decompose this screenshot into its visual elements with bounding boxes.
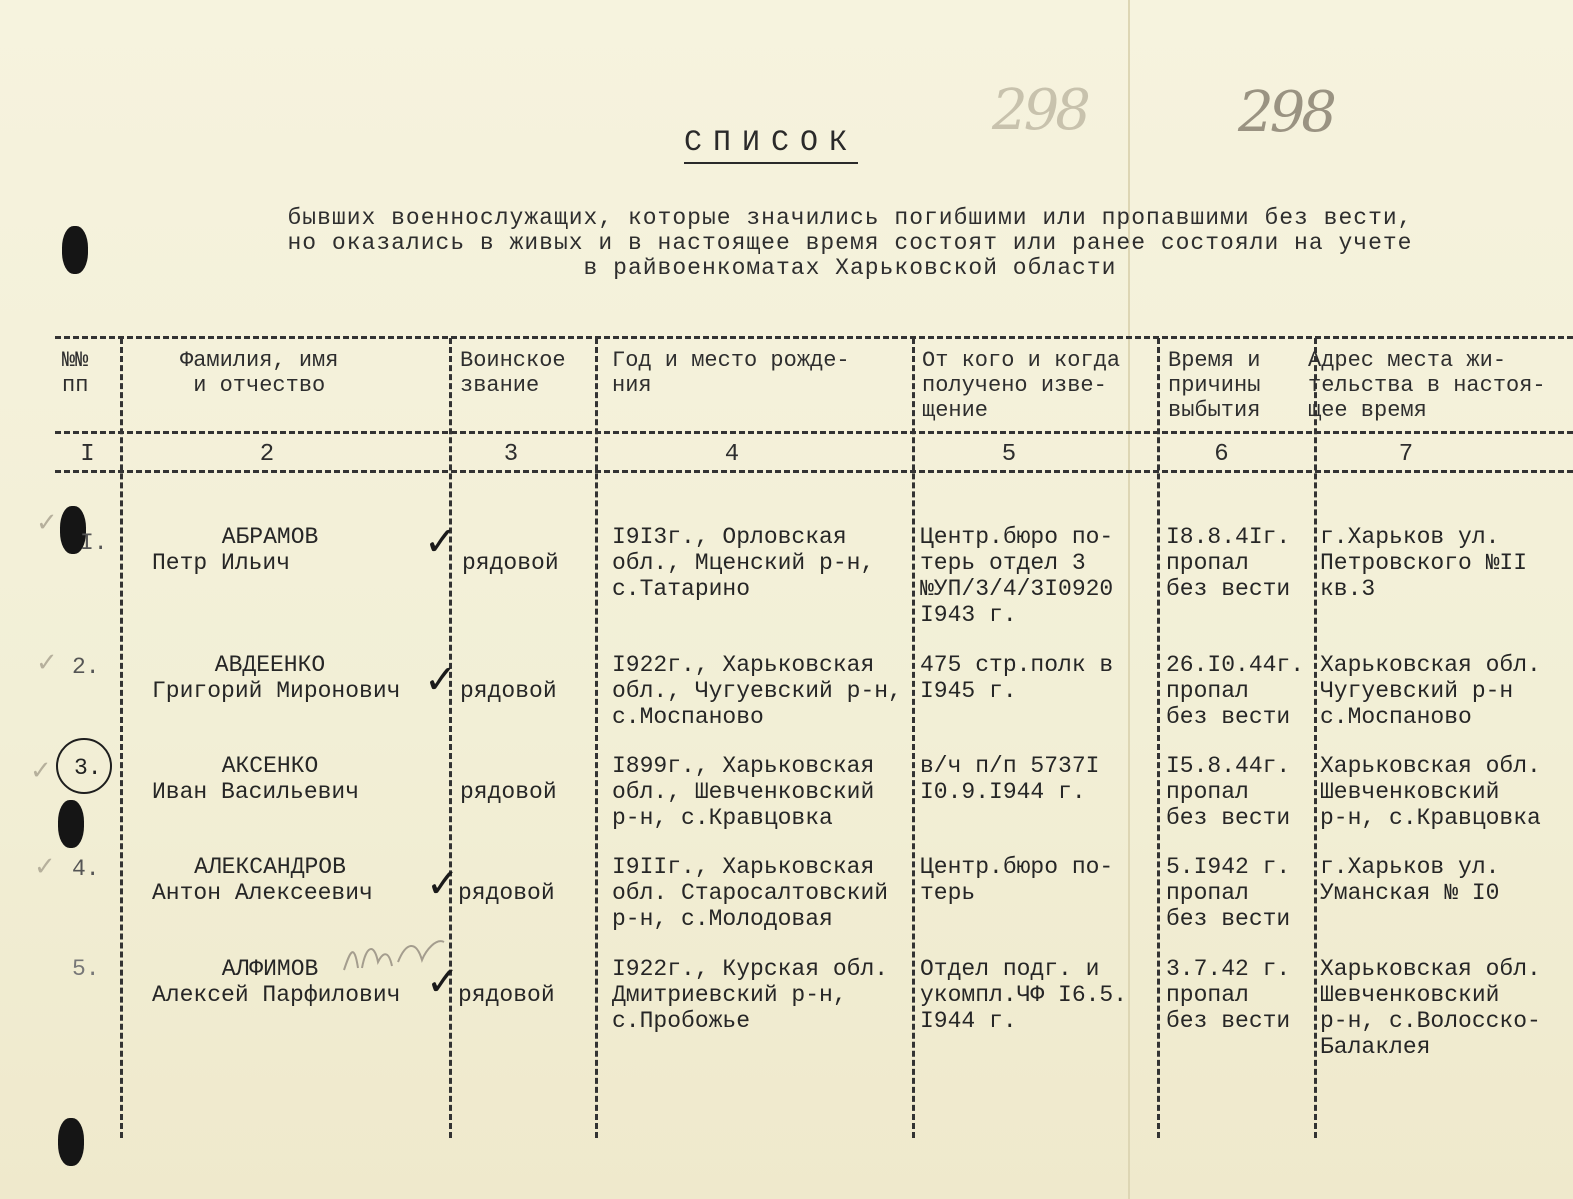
row-address: Харьковская обл. Чугуевский р-н с.Моспаново	[1320, 652, 1541, 730]
row-given-names: Антон Алексеевич	[152, 880, 373, 906]
header-name: Фамилия, имя и отчество	[180, 348, 339, 398]
row-given-names: Алексей Парфилович	[152, 982, 401, 1008]
header-birth: Год и место рожде- ния	[612, 348, 850, 398]
row-number: 4.	[72, 856, 100, 882]
row-number: 3.	[74, 755, 102, 781]
row-address: г.Харьков ул. Петровского №II кв.3	[1320, 524, 1528, 602]
column-number: I	[80, 441, 95, 468]
row-notice: Центр.бюро по- терь отдел 3 №УП/3/4/3I0920 I943 г.	[920, 524, 1114, 628]
subtitle-line: но оказались в живых и в настоящее время состоят или ранее состояли на учете	[287, 230, 1413, 256]
header-reason: Время и причины выбытия	[1168, 348, 1261, 423]
punch-hole	[58, 800, 84, 848]
document-title: СПИСОК	[684, 126, 858, 164]
row-surname: АБРАМОВ	[221, 524, 319, 550]
check-mark-icon: ✓	[424, 519, 458, 565]
row-birth: I922г., Харьковская обл., Чугуевский р-н, с.Моспаново	[612, 652, 902, 730]
row-surname: АКСЕНКО	[221, 753, 319, 779]
subtitle-line: бывших военнослужащих, которые значились погибшими или пропавшими без вести,	[287, 205, 1413, 231]
row-rank: рядовой	[460, 779, 557, 805]
row-birth: I922г., Курская обл. Дмитриевский р-н, с.Пробожье	[612, 956, 889, 1034]
archive-number: 298	[1238, 80, 1333, 145]
archive-number-faint: 298	[992, 78, 1087, 143]
row-rank: рядовой	[460, 678, 557, 704]
check-mark-icon: ✓	[426, 959, 460, 1005]
column-number: 2	[259, 441, 275, 468]
row-reason: 3.7.42 г. пропал без вести	[1166, 956, 1291, 1034]
column-number-rule	[55, 470, 1573, 473]
row-address: г.Харьков ул. Уманская № I0	[1320, 854, 1500, 906]
row-birth: I9IIг., Харьковская обл. Старосалтовский р-н, с.Молодовая	[612, 854, 889, 932]
check-mark-icon: ✓	[426, 861, 460, 907]
header-number: №№ пп	[62, 348, 89, 398]
row-birth: I899г., Харьковская обл., Шевченковский р-н, с.Кравцовка	[612, 753, 875, 831]
row-surname: АЛЕКСАНДРОВ	[194, 854, 346, 880]
margin-tick-icon: ✓	[34, 852, 56, 882]
row-notice: Отдел подг. и укомпл.ЧФ I6.5. I944 г.	[920, 956, 1128, 1034]
subtitle-line: в райвоенкоматах Харьковской области	[583, 255, 1117, 281]
row-notice: в/ч п/п 5737I I0.9.I944 г.	[920, 753, 1100, 805]
header-address: Адрес места жи- тельства в настоя- щее время	[1308, 348, 1546, 423]
header-rank: Воинское звание	[460, 348, 566, 398]
row-given-names: Иван Васильевич	[152, 779, 360, 805]
row-number: 2.	[72, 654, 100, 680]
row-reason: I5.8.44г. пропал без вести	[1166, 753, 1291, 831]
column-number: 6	[1214, 441, 1229, 468]
row-given-names: Григорий Миронович	[152, 678, 401, 704]
row-notice: 475 стр.полк в I945 г.	[920, 652, 1114, 704]
column-number: 5	[1001, 441, 1017, 468]
header-notice: От кого и когда получено изве- щение	[922, 348, 1121, 423]
margin-tick-icon: ✓	[36, 508, 58, 538]
row-rank: рядовой	[458, 982, 555, 1008]
row-birth: I9I3г., Орловская обл., Мценский р-н, с.Татарино	[612, 524, 875, 602]
punch-hole	[58, 1118, 84, 1166]
row-surname: АЛФИМОВ	[221, 956, 319, 982]
check-mark-icon: ✓	[424, 657, 458, 703]
margin-tick-icon: ✓	[30, 756, 52, 786]
row-rank: рядовой	[458, 880, 555, 906]
row-reason: 26.I0.44г. пропал без вести	[1166, 652, 1305, 730]
paper-fold	[1128, 0, 1130, 1199]
header-rule	[55, 431, 1573, 434]
document-subtitle	[240, 206, 1460, 281]
row-rank: рядовой	[462, 550, 559, 576]
column-number: 3	[503, 441, 519, 468]
row-number: 5.	[72, 956, 100, 982]
punch-hole	[62, 226, 88, 274]
row-given-names: Петр Ильич	[152, 550, 291, 576]
row-number: I.	[80, 530, 108, 556]
table-top-rule	[55, 336, 1573, 339]
row-address: Харьковская обл. Шевченковский р-н, с.Волосско- Балаклея	[1320, 956, 1541, 1060]
row-surname: АВДЕЕНКО	[214, 652, 326, 678]
row-reason: 5.I942 г. пропал без вести	[1166, 854, 1291, 932]
row-address: Харьковская обл. Шевченковский р-н, с.Кравцовка	[1320, 753, 1541, 831]
handwritten-scribble-icon	[340, 932, 450, 982]
row-reason: I8.8.4Iг. пропал без вести	[1166, 524, 1291, 602]
column-number: 7	[1398, 441, 1414, 468]
margin-tick-icon: ✓	[36, 648, 58, 678]
row-notice: Центр.бюро по- терь	[920, 854, 1114, 906]
column-number: 4	[724, 441, 740, 468]
